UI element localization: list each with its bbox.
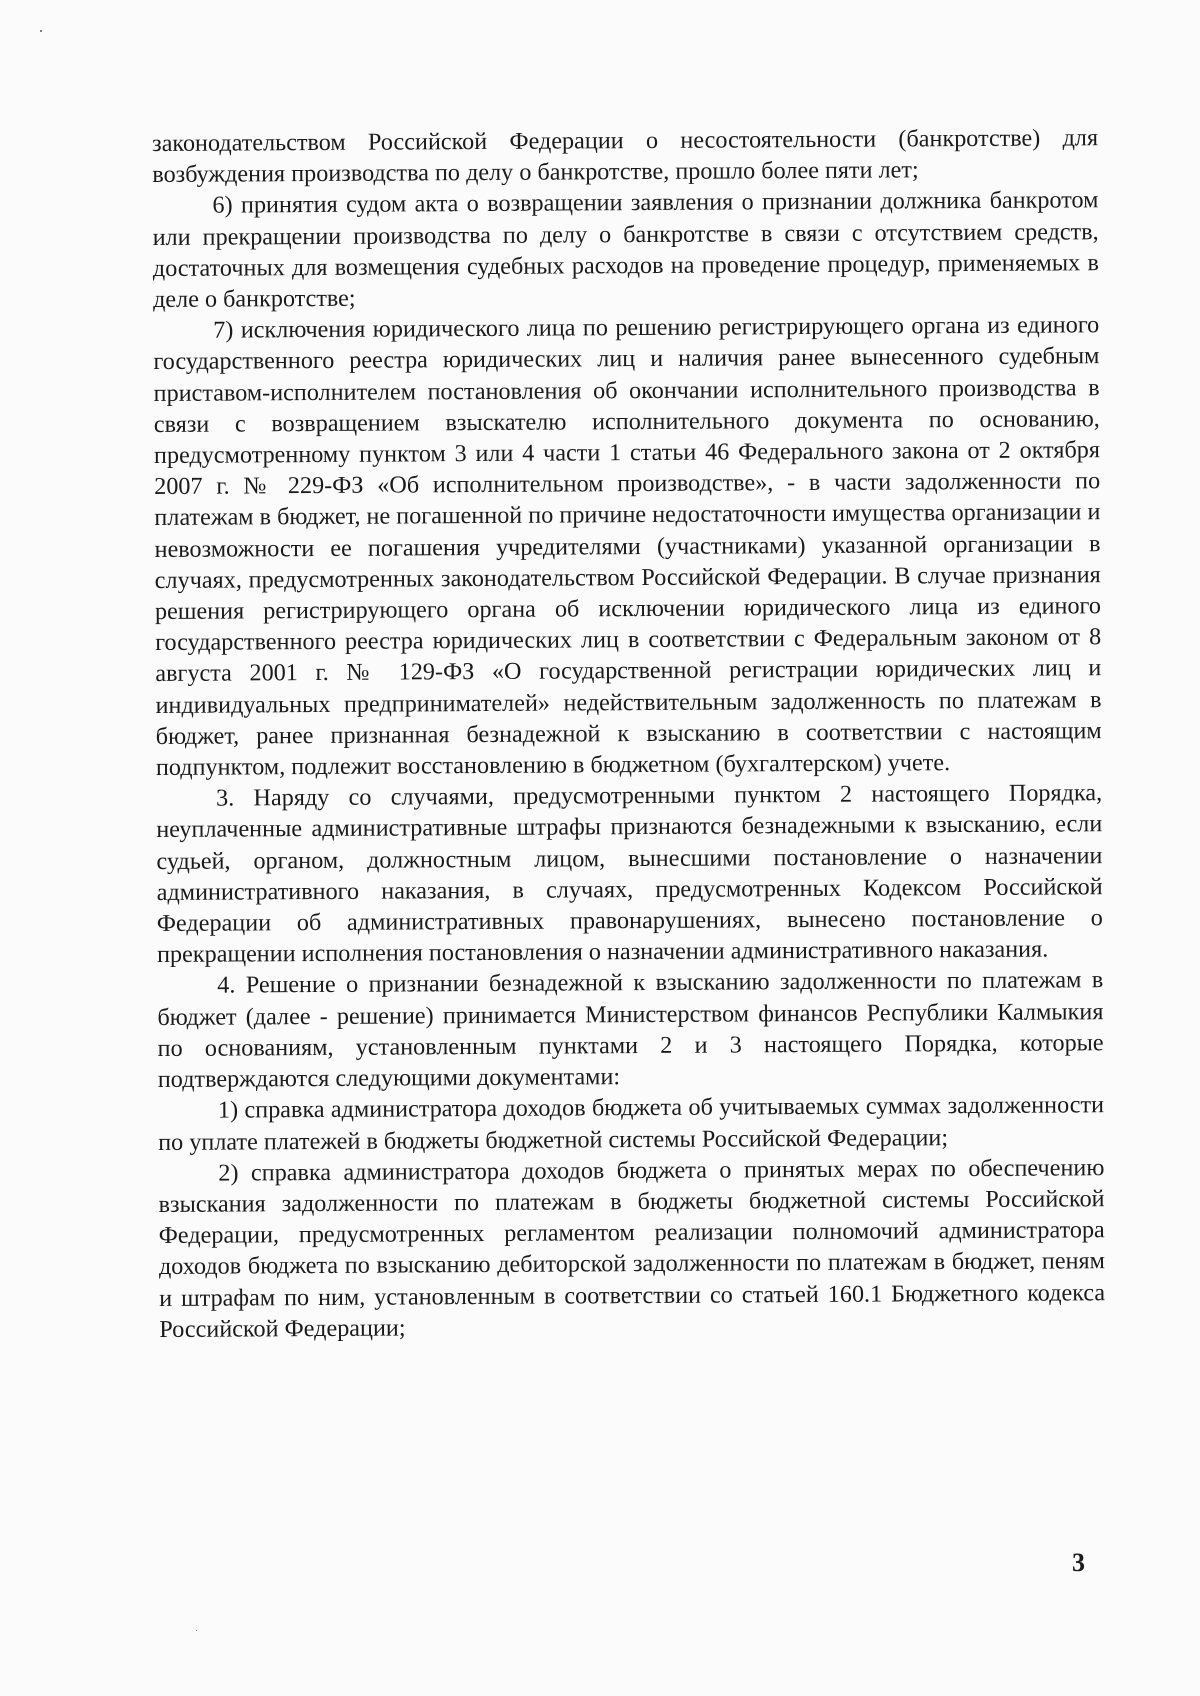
paragraph-subpoint-7: 7) исключения юридического лица по решению регистрирующего органа из единого государственного реестра юридических лиц и наличия ранее вынесенного судебным приставом-исполнителем постановления об окончании исполнительного производства в связи с возвращением взыскателю исполнительного документа по основанию, предусмотренному пунктом 3 или 4 части 1 статьи 46 Федерального закона от 2 октября 2007 г. № 229-ФЗ «Об исполнительном производстве», - в части задолженности по платежам в бюджет, не погашенной по причине недостаточности имущества организации и невозможности ее погашения учредителями (участниками) указанной организации в случаях, предусмотренных законодательством Российской Федерации. В случае признания решения регистрирующего органа об исключении юридического лица из единого государственного реестра юридических лиц в соответствии с Федеральным законом от 8 августа 2001 г. № 129-ФЗ «О государственной регистрации юридических лиц и индивидуальных предпринимателей» недействительным задолженность по платежам в бюджет, ранее признанная безнадежной к взысканию в соответствии с настоящим подпунктом, подлежит восстановлению в бюджетном (бухгалтерском) учете. — [153, 311, 1102, 782]
scan-speck — [196, 1630, 197, 1631]
paragraph-document-1: 1) справка администратора доходов бюджета об учитываемых суммах задолженности по уплате платежей в бюджеты бюджетной системы Российской Федерации; — [158, 1091, 1105, 1156]
page-number: 3 — [1072, 1548, 1085, 1577]
paragraph-subpoint-6: 6) принятия судом акта о возвращении заявления о признании должника банкротом или прекращении производства по делу о банкротстве в связи с отсутствием средств, достаточных для возмещения судебных расходов на проведение процедур, применяемых в деле о банкротстве; — [152, 186, 1099, 314]
scan-speck — [40, 30, 42, 32]
paragraph-document-2: 2) справка администратора доходов бюджета о принятых мерах по обеспечению взыскания задолженности по платежам в бюджеты бюджетной системы Российской Федерации, предусмотренных регламентом реализации полномочий администратора доходов бюджета по взысканию дебиторской задолженности по платежам в бюджет, пеням и штрафам по ним, установленным в соответствии со статьей 160.1 Бюджетного кодекса Российской Федерации; — [158, 1153, 1106, 1343]
document-body — [152, 122, 1105, 1345]
paragraph-continuation: законодательством Российской Федерации о несостоятельности (банкротстве) для возбуждения производства по делу о банкротстве, прошло более пяти лет; — [152, 124, 1099, 189]
paragraph-clause-4: 4. Решение о признании безнадежной к взысканию задолженности по платежам в бюджет (далее - решение) принимается Министерством финансов Республики Калмыкия по основаниям, установленным пунктами 2 и 3 настоящего Порядка, которые подтверждаются следующими документами: — [157, 966, 1104, 1094]
paragraph-clause-3: 3. Наряду со случаями, предусмотренными пунктом 2 настоящего Порядка, неуплаченные административные штрафы признаются безнадежными к взысканию, если судьей, органом, должностным лицом, вынесшими постановление о назначении административного наказания, в случаях, предусмотренных Кодексом Российской Федерации об административных правонарушениях, вынесено постановление о прекращении исполнения постановления о назначении административного наказания. — [156, 779, 1103, 969]
